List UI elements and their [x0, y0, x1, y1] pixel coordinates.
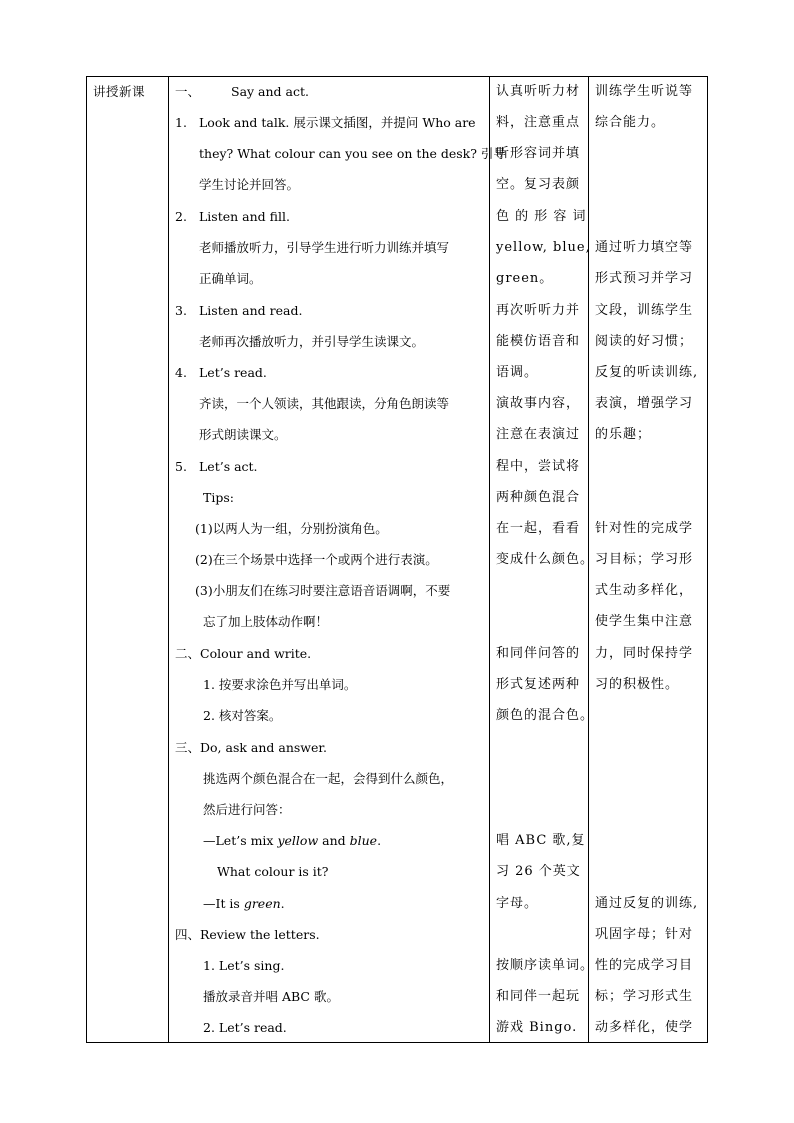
student-activity-line: 演故事内容，: [496, 396, 581, 411]
design-intent-line: 通过听力填空等: [595, 240, 694, 255]
student-activity-line: 两种颜色混合: [496, 490, 581, 505]
teaching-step-line: they? What colour can you see on the desk? 引导: [199, 146, 506, 161]
teaching-step-line: 形式朗读课文。: [199, 427, 287, 442]
student-activity-line: 游戏 Bingo.: [496, 1020, 578, 1035]
design-intent-line: 形式预习并学习: [595, 271, 694, 286]
teaching-step-line: 1. 按要求涂色并写出单词。: [203, 677, 357, 692]
student-activity-line: 形式复述两种: [496, 677, 581, 692]
student-activity-line: 空。复习表颜: [496, 177, 581, 192]
design-intent-line: 通过反复的训练,: [595, 896, 699, 911]
teaching-step-line: Let’s act.: [199, 459, 258, 474]
teaching-step-line: —It is green.: [203, 896, 285, 911]
student-activity-line: 注意在表演过: [496, 427, 581, 442]
teaching-step-line: 4.: [175, 365, 187, 380]
section-label: 讲授新课: [93, 84, 146, 99]
teaching-step-line: Let’s read.: [199, 365, 267, 380]
design-intent-line: 训练学生听说等: [595, 84, 694, 99]
student-activity-line: 颜色的混合色。: [496, 708, 595, 723]
design-intent-line: 反复的听读训练,: [595, 365, 699, 380]
teaching-step-line: 学生讨论并回答。: [199, 177, 300, 192]
teaching-step-line: 2. Let’s read.: [203, 1020, 287, 1035]
design-intent-line: 习的积极性。: [595, 677, 680, 692]
design-intent-line: 的乐趣；: [595, 427, 652, 442]
teaching-step-line: 三、Do, ask and answer.: [175, 740, 327, 755]
column-divider: [168, 76, 169, 1043]
design-intent-line: 阅读的好习惯；: [595, 334, 694, 349]
student-activity-line: 料，注意重点: [496, 115, 581, 130]
teaching-step-line: 1.: [175, 115, 187, 130]
student-activity-line: 再次听听力并: [496, 303, 581, 318]
teaching-step-line: 老师再次播放听力，并引导学生读课文。: [199, 334, 425, 349]
teaching-step-line: (2)在三个场景中选择一个或两个进行表演。: [195, 552, 438, 567]
design-intent-line: 动多样化，使学: [595, 1020, 694, 1035]
teaching-step-line: 齐读，一个人领读，其他跟读，分角色朗读等: [199, 396, 450, 411]
teaching-step-line: (3)小朋友们在练习时要注意语音语调啊，不要: [195, 583, 451, 598]
design-intent-line: 式生动多样化，: [595, 583, 694, 598]
design-intent-line: 性的完成学习目: [595, 958, 694, 973]
teaching-step-line: 正确单词。: [199, 271, 262, 286]
student-activity-line: 和同伴问答的: [496, 646, 581, 661]
teaching-step-line: Listen and read.: [199, 303, 303, 318]
teaching-step-line: (1)以两人为一组，分别扮演角色。: [195, 521, 388, 536]
teaching-step-line: 2.: [175, 209, 187, 224]
student-activity-line: 认真听听力材: [496, 84, 581, 99]
student-activity-line: 按顺序读单词。: [496, 958, 595, 973]
student-activity-line: 能模仿语音和: [496, 334, 581, 349]
student-activity-line: 字母。: [496, 896, 539, 911]
student-activity-line: 色 的 形 容 词: [496, 209, 587, 224]
student-activity-line: 变成什么颜色。: [496, 552, 595, 567]
student-activity-line: 在一起，看看: [496, 521, 581, 536]
teaching-step-line: 2. 核对答案。: [203, 708, 282, 723]
teaching-step-line: 二、Colour and write.: [175, 646, 312, 661]
teaching-step-line: What colour is it?: [217, 864, 329, 879]
teaching-step-line: 四、Review the letters.: [175, 927, 320, 942]
design-intent-line: 使学生集中注意: [595, 614, 694, 629]
student-activity-line: 程中，尝试将: [496, 459, 581, 474]
design-intent-line: 力，同时保持学: [595, 646, 694, 661]
teaching-step-line: 忘了加上肢体动作啊！: [203, 614, 329, 629]
design-intent-line: 综合能力。: [595, 115, 666, 130]
student-activity-line: 语调。: [496, 365, 539, 380]
teaching-step-line: 3.: [175, 303, 187, 318]
student-activity-line: yellow, blue,: [496, 240, 591, 255]
student-activity-line: green。: [496, 271, 554, 286]
student-activity-line: 唱 ABC 歌,复: [496, 833, 586, 848]
design-intent-line: 针对性的完成学: [595, 521, 694, 536]
teaching-step-line: Say and act.: [231, 84, 309, 99]
teaching-step-line: 然后进行问答：: [203, 802, 291, 817]
teaching-step-line: Look and talk. 展示课文插图，并提问 Who are: [199, 115, 476, 130]
design-intent-line: 文段，训练学生: [595, 303, 694, 318]
teaching-step-line: 播放录音并唱 ABC 歌。: [203, 989, 339, 1004]
teaching-step-line: Tips:: [203, 490, 234, 505]
teaching-step-line: 5.: [175, 459, 187, 474]
design-intent-line: 巩固字母；针对: [595, 927, 694, 942]
teaching-step-line: 老师播放听力，引导学生进行听力训练并填写: [199, 240, 450, 255]
teaching-step-line: 1. Let’s sing.: [203, 958, 285, 973]
column-divider: [489, 76, 490, 1043]
teaching-step-line: —Let’s mix yellow and blue.: [203, 833, 382, 848]
design-intent-line: 标；学习形式生: [595, 989, 694, 1004]
student-activity-line: 习 26 个英文: [496, 864, 581, 879]
teaching-step-line: 一、: [175, 84, 201, 99]
teaching-step-line: Listen and fill.: [199, 209, 290, 224]
student-activity-line: 听形容词并填: [496, 146, 581, 161]
design-intent-line: 习目标；学习形: [595, 552, 694, 567]
student-activity-line: 和同伴一起玩: [496, 989, 581, 1004]
design-intent-line: 表演，增强学习: [595, 396, 694, 411]
teaching-step-line: 挑选两个颜色混合在一起，会得到什么颜色，: [203, 771, 454, 786]
